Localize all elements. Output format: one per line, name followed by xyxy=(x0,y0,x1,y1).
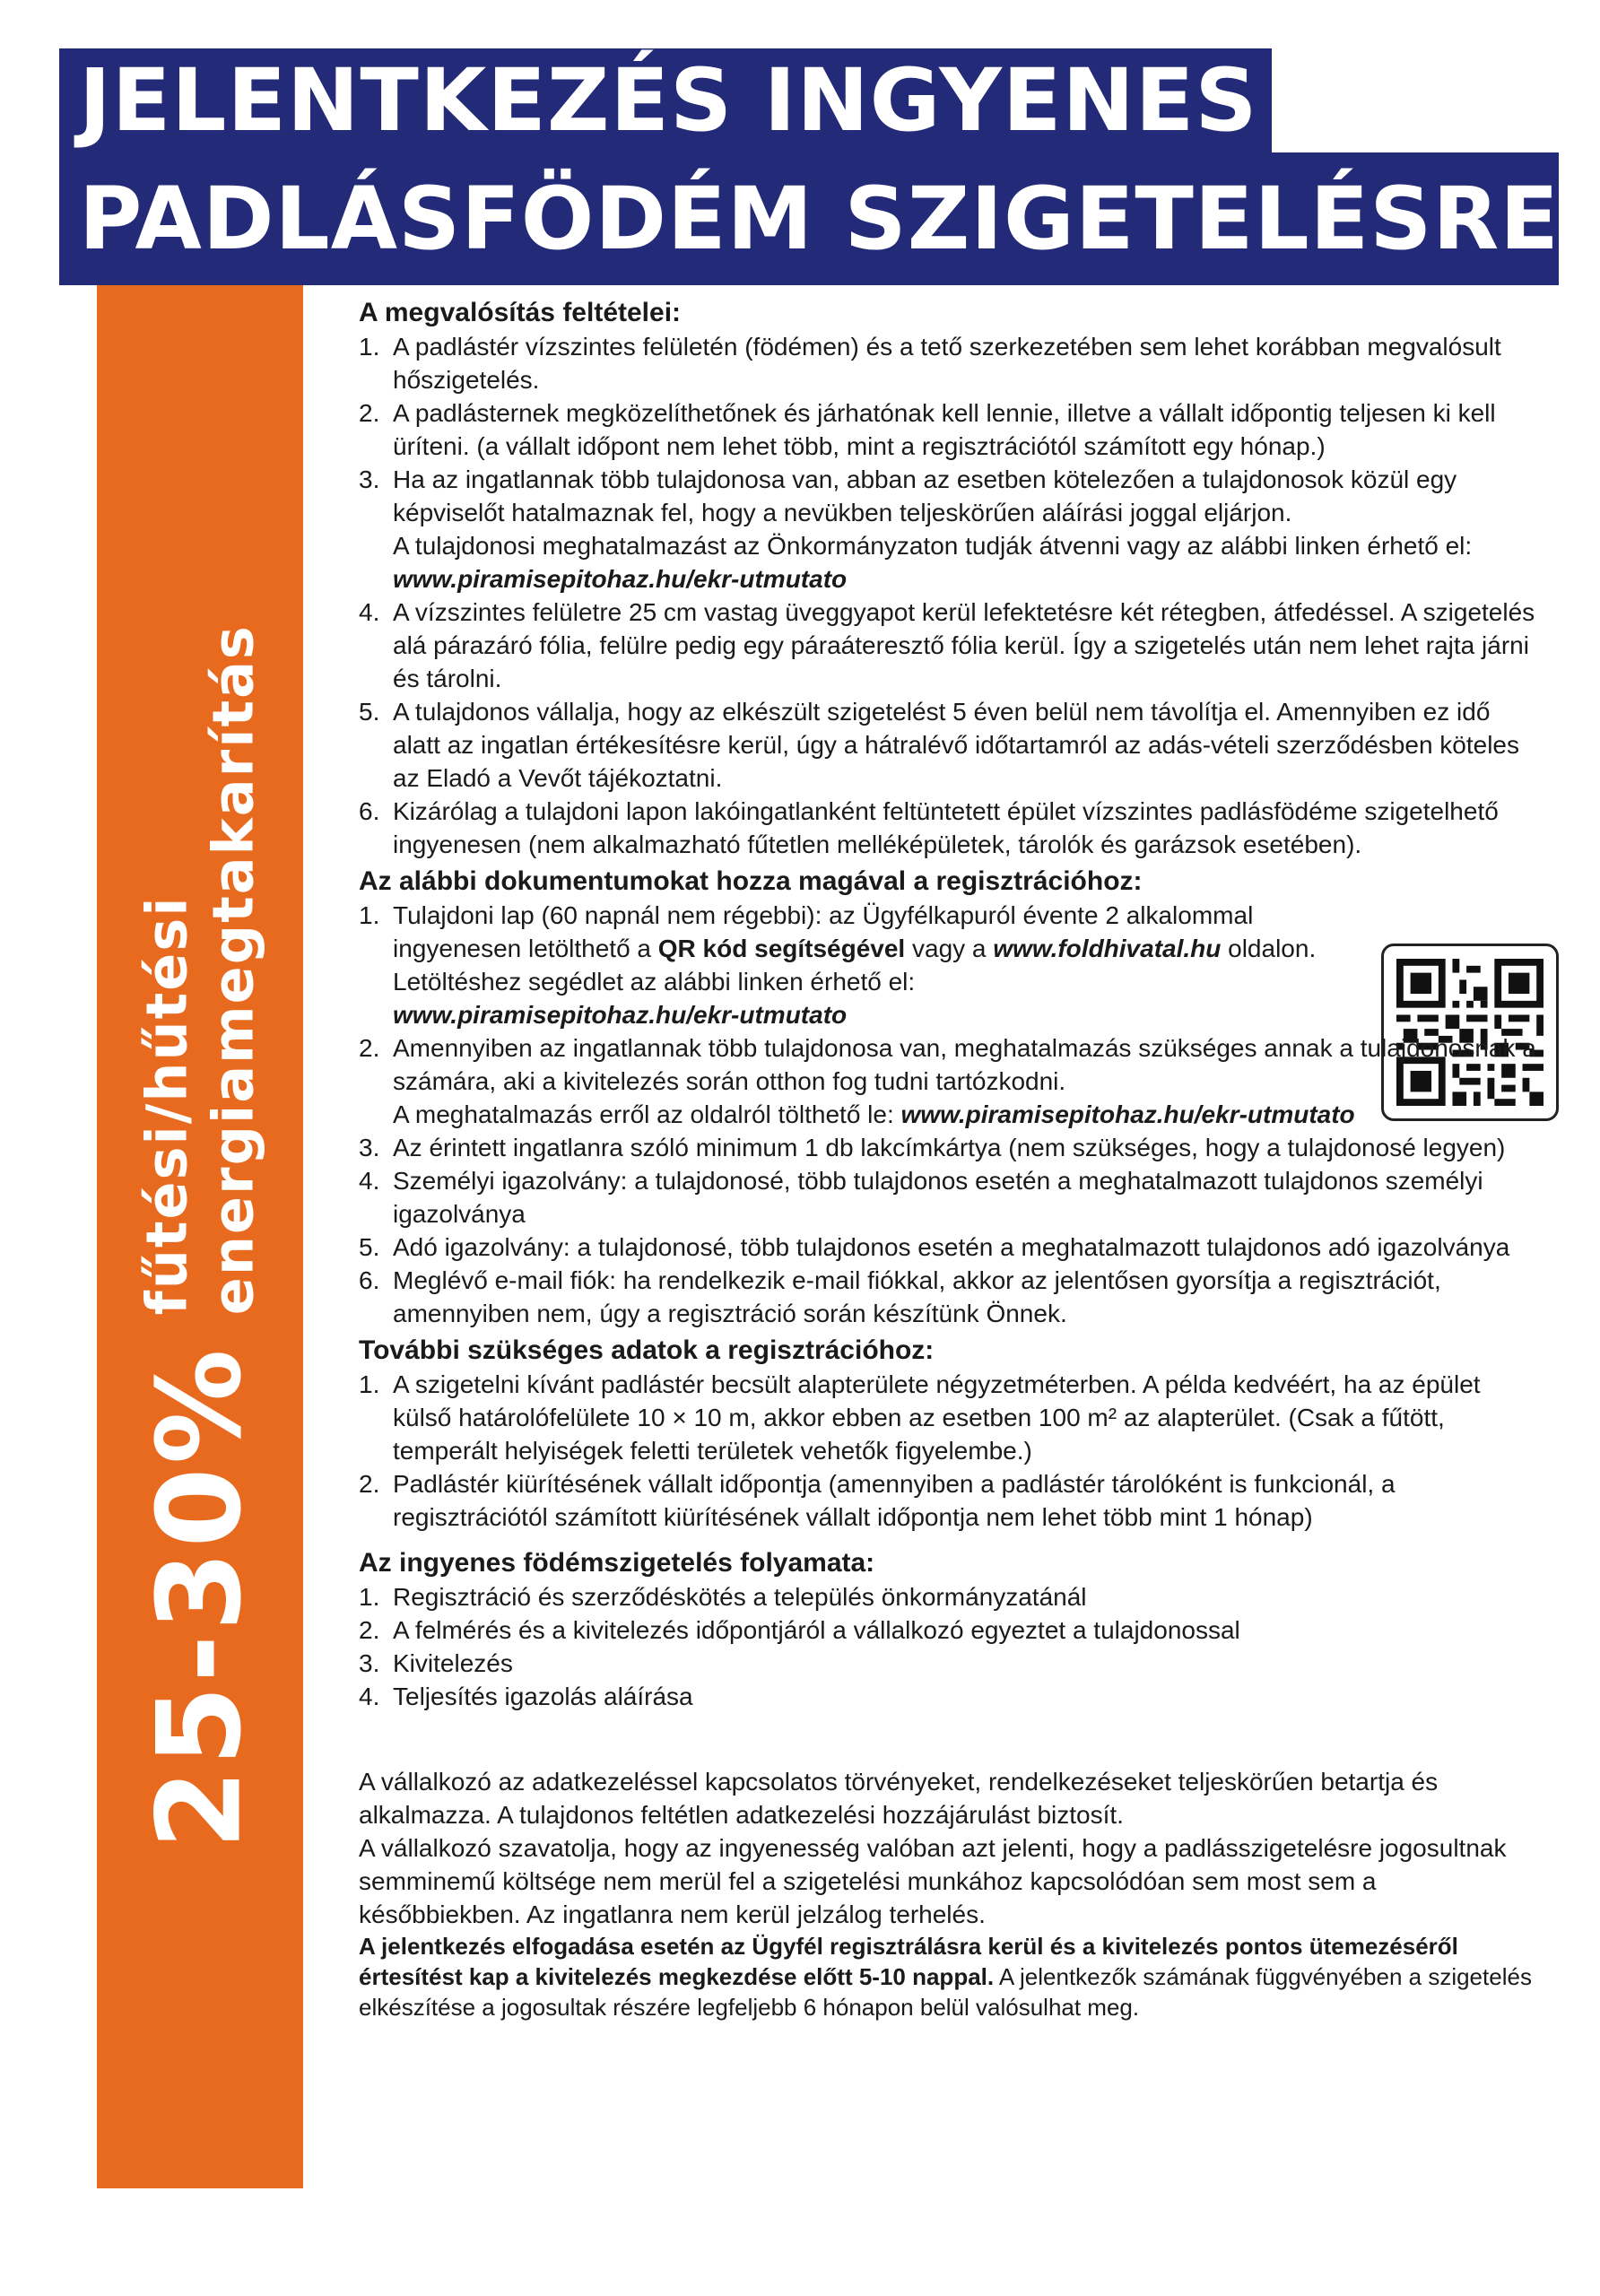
item-number: 6. xyxy=(359,1266,380,1294)
list-item xyxy=(359,899,1543,1031)
list-item xyxy=(359,1613,1543,1647)
list-item xyxy=(359,1131,1543,1164)
item-extra-text: A meghatalmazás erről az oldalról tölthető le: xyxy=(393,1100,901,1128)
footer-bold-text: A jelentkezés elfogadása esetén az Ügyfél regisztrálásra kerül és a kivitelezés pontos ütemezéséről értesítést kap a kivitelezés megkezdése előtt 5-10 nappal. xyxy=(359,1933,1458,1990)
sidebar-text xyxy=(134,295,267,2179)
footer-paragraph-3 xyxy=(359,1931,1543,2022)
item-number: 3. xyxy=(359,465,380,493)
ekr-link[interactable]: www.piramisepitohaz.hu/ekr-utmutato xyxy=(393,565,848,593)
item-number: 3. xyxy=(359,1649,380,1677)
item-number: 2. xyxy=(359,1034,380,1062)
list-item xyxy=(359,1647,1543,1680)
item-number: 2. xyxy=(359,1470,380,1498)
list-item xyxy=(359,1467,1543,1534)
item-number: 4. xyxy=(359,1683,380,1710)
item-text: A padlástér vízszintes felületén (födémen) és a tető szerkezetében sem lehet korábban megvalósult hőszigetelés. xyxy=(393,333,1501,394)
sidebar-banner xyxy=(97,285,303,2188)
list-item xyxy=(359,463,1543,596)
item-text: Kivitelezés xyxy=(393,1649,513,1677)
list-item xyxy=(359,1031,1543,1131)
list-item xyxy=(359,1368,1543,1467)
item-text: Padlástér kiürítésének vállalt időpontja (amennyiben a padlástér tárolóként is funkcionál, a regisztrációtól számított kiürítésének vállalt időpontja nem lehet több mint 1 hónap) xyxy=(393,1470,1396,1531)
list-item xyxy=(359,1231,1543,1264)
list-item xyxy=(359,1264,1543,1330)
header-title-line2: PADLÁSFÖDÉM SZIGETELÉSRE xyxy=(59,152,1559,285)
qr-bold-text: QR kód segítségével xyxy=(657,935,906,962)
ekr-link[interactable]: www.piramisepitohaz.hu/ekr-utmutato xyxy=(900,1100,1355,1128)
item-text: A vízszintes felületre 25 cm vastag üveggyapot kerül lefektetésre két rétegben, átfedéssel. A szigetelés alá párazáró fólia, felülre pedig egy páraáteresztő fólia kerül. Így a szigetelés után nem lehet rajta járni és tárolni. xyxy=(393,598,1535,692)
footer-text: A jelentkezők számának függvényében a szigetelés elkészítése a jogosultak részére legfeljebb 6 hónapon belül valósulhat meg. xyxy=(359,1963,1532,2021)
ekr-link[interactable]: www.piramisepitohaz.hu/ekr-utmutato xyxy=(393,1001,848,1029)
item-number: 5. xyxy=(359,1233,380,1261)
header-title-line1: JELENTKEZÉS INGYENES xyxy=(59,48,1272,152)
list-item xyxy=(359,596,1543,695)
item-text: Meglévő e-mail fiók: ha rendelkezik e-mail fiókkal, akkor az jelentősen gyorsítja a regisztrációt, amennyiben nem, úgy a regisztráció során készítünk Önnek. xyxy=(393,1266,1441,1327)
spacer xyxy=(359,1713,1543,1765)
item-text: oldalon. xyxy=(1221,935,1317,962)
list-item xyxy=(359,396,1543,463)
item-number: 2. xyxy=(359,1616,380,1644)
item-text: Ha az ingatlannak több tulajdonosa van, abban az esetben kötelezően a tulajdonosok közül egy képviselőt hatalmaznak fel, hogy a nevükben teljeskörűen aláírási joggal eljárjon. xyxy=(393,465,1457,526)
sidebar-line2: energiamegtakarítás xyxy=(200,624,265,1316)
section-title-conditions: A megvalósítás feltételei: xyxy=(359,298,682,327)
section-title-process: Az ingyenes födémszigetelés folyamata: xyxy=(359,1548,875,1578)
item-text: Kizárólag a tulajdoni lapon lakóingatlanként feltüntetett épület vízszintes padlásfödéme szigetelhető ingyenesen (nem alkalmazható fűtetlen melléképületek, tárolók és garázsok esetében). xyxy=(393,797,1499,858)
item-number: 1. xyxy=(359,901,380,929)
item-number: 1. xyxy=(359,1370,380,1398)
footer-paragraph-1: A vállalkozó az adatkezeléssel kapcsolatos törvényeket, rendelkezéseket teljeskörűen betartja és alkalmazza. A tulajdonos feltétlen adatkezelési hozzájárulást biztosít. xyxy=(359,1768,1439,1829)
item-number: 1. xyxy=(359,333,380,361)
sidebar-caption xyxy=(134,624,266,1315)
item-text: A tulajdonos vállalja, hogy az elkészült szigetelést 5 éven belül nem távolítja el. Amennyiben ez idő alatt az ingatlan értékesítésre kerül, úgy a hátralévő időtartamról az adás-vételi szerződésben köteles az Eladó a Vevőt tájékoztatni. xyxy=(393,698,1520,792)
list-item xyxy=(359,1680,1543,1713)
item-extra-text: A tulajdonosi meghatalmazást az Önkormányzaton tudják átvenni vagy az alábbi linken érhető el: xyxy=(393,532,1473,560)
section-title-documents: Az alábbi dokumentumokat hozza magával a regisztrációhoz: xyxy=(359,866,1143,896)
help-text: Letöltéshez segédlet az alábbi linken érhető el: xyxy=(393,968,916,996)
item-text: Regisztráció és szerződéskötés a település önkormányzatánál xyxy=(393,1583,1087,1611)
list-item xyxy=(359,795,1543,861)
item-number: 2. xyxy=(359,399,380,427)
list-item xyxy=(359,695,1543,795)
list-item xyxy=(359,1580,1543,1613)
item-number: 6. xyxy=(359,797,380,825)
footer-paragraph-2: A vállalkozó szavatolja, hogy az ingyenesség valóban azt jelenti, hogy a padlásszigetelésre jogosultnak semminemű költsége nem merül fel a szigetelési munkához kapcsolódóan sem most sem a későbbiekben. Az ingatlanra nem kerül jelzálog terhelés. xyxy=(359,1834,1507,1928)
item-text: Adó igazolvány: a tulajdonosé, több tulajdonos esetén a meghatalmazott tulajdonos adó igazolványa xyxy=(393,1233,1510,1261)
item-text: Az érintett ingatlanra szóló minimum 1 db lakcímkártya (nem szükséges, hogy a tulajdonosé legyen) xyxy=(393,1134,1506,1161)
item-number: 4. xyxy=(359,598,380,626)
item-text: Tulajdoni lap (60 napnál nem régebbi): az Ügyfélkapuról évente 2 alkalommal ingyenesen letölthető a xyxy=(393,901,1254,962)
sidebar-percent: 25-30% xyxy=(133,1345,267,1849)
main-content xyxy=(359,296,1543,2022)
item-text: Teljesítés igazolás aláírása xyxy=(393,1683,693,1710)
item-text: vagy a xyxy=(905,935,994,962)
item-number: 5. xyxy=(359,698,380,726)
item-text: A szigetelni kívánt padlástér becsült alapterülete négyzetméterben. A példa kedvéért, ha az épület külső határolófelülete 10 × 10 m, akkor ebben az esetben 100 m² az alapterület. (Csak a fűtött, temperált helyiségek feletti területek vehetők figyelembe.) xyxy=(393,1370,1481,1465)
item-number: 3. xyxy=(359,1134,380,1161)
item-text: Személyi igazolvány: a tulajdonosé, több tulajdonos esetén a meghatalmazott tulajdonos személyi igazolványa xyxy=(393,1167,1483,1228)
item-number: 4. xyxy=(359,1167,380,1195)
foldhivatal-link[interactable]: www.foldhivatal.hu xyxy=(993,935,1222,962)
list-item xyxy=(359,1164,1543,1231)
item-text: Amennyiben az ingatlannak több tulajdonosa van, meghatalmazás szükséges annak a tulajdonosnak a számára, aki a kivitelezés során otthon fog tudni tartózkodni. xyxy=(393,1034,1536,1095)
list-item xyxy=(359,330,1543,396)
item-text: A padlásternek megközelíthetőnek és járhatónak kell lennie, illetve a vállalt időpontig teljesen ki kell üríteni. (a vállalt időpont nem lehet több, mint a regisztrációtól számított egy hónap.) xyxy=(393,399,1496,460)
section-title-additional: További szükséges adatok a regisztrációhoz: xyxy=(359,1335,935,1365)
sidebar-line1: fűtési/hűtési xyxy=(134,895,199,1316)
item-number: 1. xyxy=(359,1583,380,1611)
item-text: A felmérés és a kivitelezés időpontjáról a vállalkozó egyeztet a tulajdonossal xyxy=(393,1616,1240,1644)
